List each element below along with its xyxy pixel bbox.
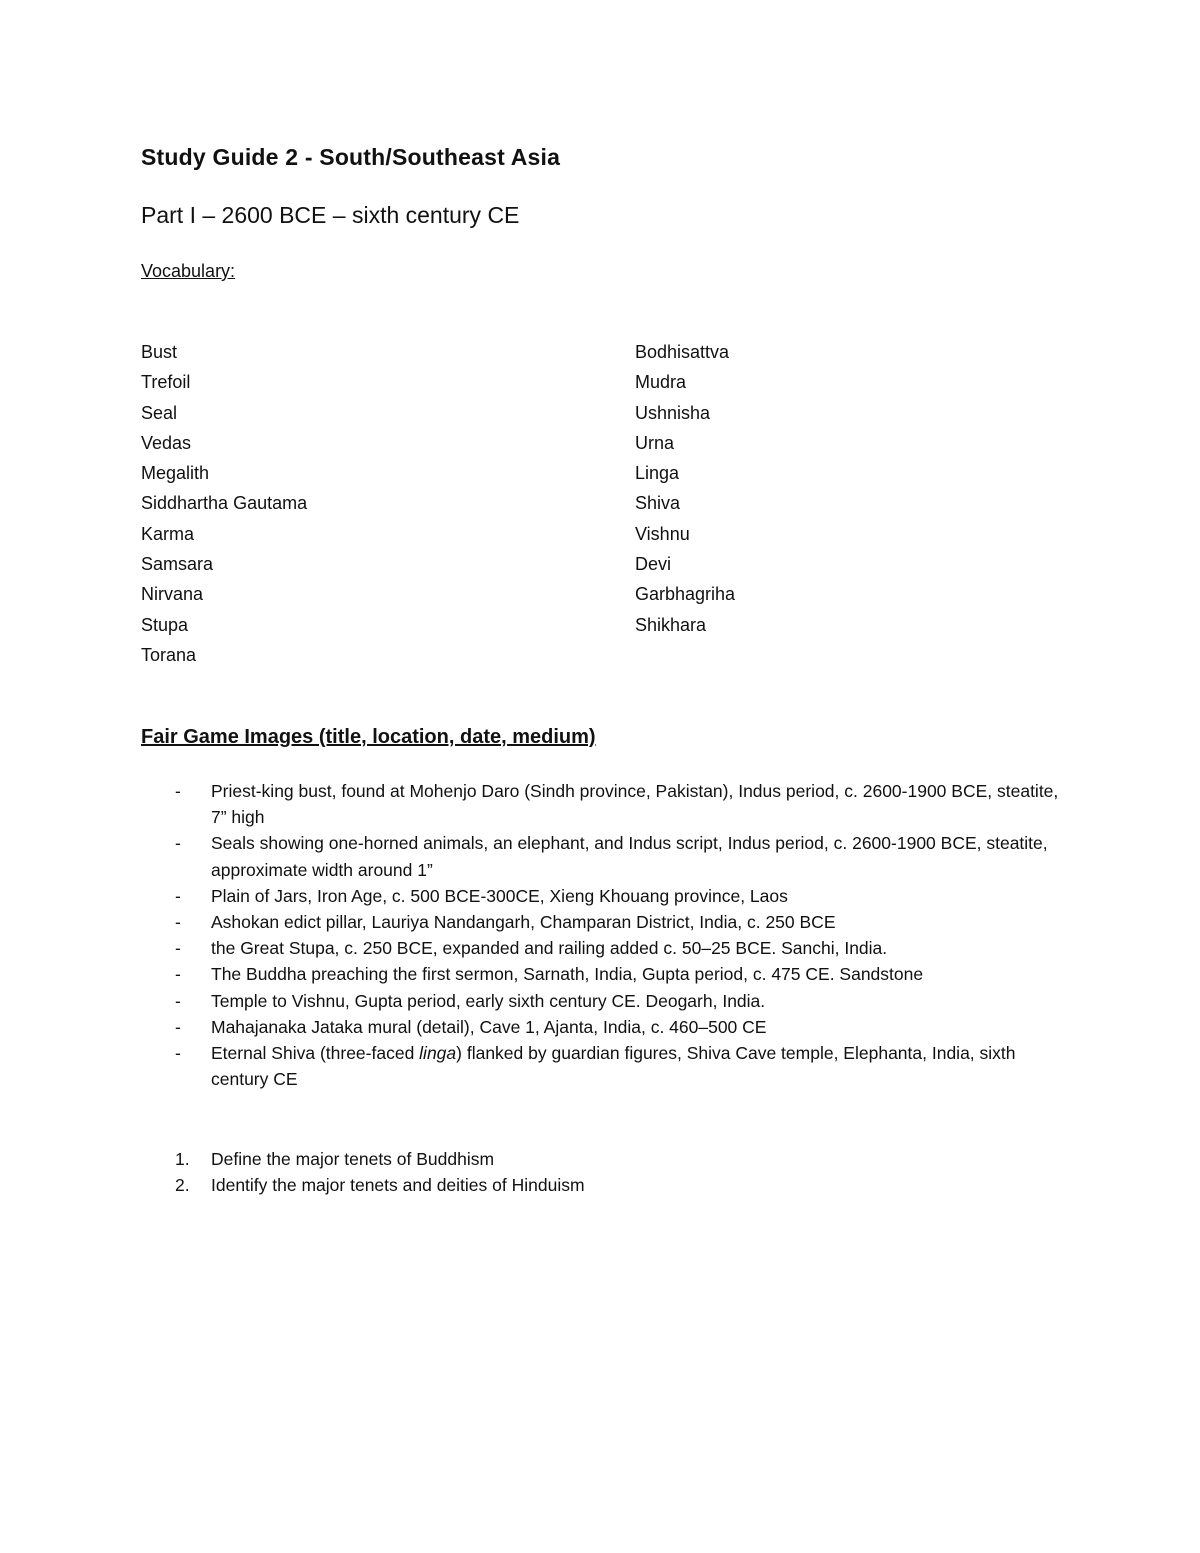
fair-game-images-heading: Fair Game Images (title, location, date, medium) [141, 726, 596, 748]
image-entry: Priest-king bust, found at Mohenjo Daro (Sindh province, Pakistan), Indus period, c. 2600-1900 BCE, steatite, 7” high [211, 781, 1059, 828]
list-item [141, 778, 1061, 830]
vocabulary-term: Torana [141, 644, 197, 665]
vocabulary-term: Shikhara [635, 614, 707, 635]
vocabulary-term: Nirvana [141, 584, 204, 605]
vocabulary-term: Mudra [635, 372, 687, 393]
list-item [141, 988, 1061, 1014]
image-entry-text-before: Eternal Shiva (three-faced [211, 1043, 420, 1064]
image-entry: the Great Stupa, c. 250 BCE, expanded and railing added c. 50–25 BCE. Sanchi, India. [211, 938, 888, 959]
image-entry-text-after: ) flanked by guardian figures, Shiva Cave temple, Elephanta, India, sixth century CE [211, 1043, 1016, 1090]
vocabulary-term: Seal [141, 402, 178, 423]
bullet-dash: - [175, 938, 181, 959]
image-entry: Mahajanaka Jataka mural (detail), Cave 1, Ajanta, India, c. 460–500 CE [211, 1016, 767, 1037]
bullet-dash: - [175, 912, 181, 933]
vocabulary-term: Devi [635, 554, 672, 575]
vocabulary-term: Garbhagriha [635, 584, 736, 605]
vocabulary-heading: Vocabulary: [141, 261, 236, 281]
vocabulary-term: Trefoil [141, 372, 191, 393]
bullet-dash: - [175, 885, 181, 906]
bullet-dash: - [175, 1016, 181, 1037]
vocabulary-term: Samsara [141, 554, 214, 575]
question-number: 1. [175, 1149, 190, 1169]
list-item [141, 1014, 1061, 1040]
vocabulary-term: Siddhartha Gautama [141, 493, 308, 514]
bullet-dash: - [175, 781, 181, 801]
vocabulary-term: Karma [141, 523, 195, 544]
bullet-dash: - [175, 964, 181, 985]
list-item [141, 961, 1061, 987]
list-item [141, 909, 1061, 935]
bullet-dash: - [175, 1043, 181, 1064]
vocabulary-term: Bodhisattva [635, 342, 730, 362]
list-item [141, 1040, 1061, 1092]
question-number: 2. [175, 1175, 190, 1195]
image-entry: Seals showing one-horned animals, an elephant, and Indus script, Indus period, c. 2600-1900 BCE, steatite, approximate width around 1” [211, 833, 1048, 880]
image-entry: The Buddha preaching the first sermon, Sarnath, India, Gupta period, c. 475 CE. Sandstone [211, 964, 924, 985]
list-item [141, 883, 1061, 909]
list-item [141, 830, 1061, 882]
vocabulary-term: Bust [141, 342, 178, 362]
question-text: Define the major tenets of Buddhism [211, 1149, 495, 1169]
bullet-dash: - [175, 990, 181, 1011]
vocabulary-term: Vedas [141, 432, 192, 453]
vocabulary-term: Shiva [635, 493, 681, 514]
page-title: Study Guide 2 - South/Southeast Asia [141, 144, 561, 170]
vocabulary-term: Vishnu [635, 523, 690, 544]
image-entry: Temple to Vishnu, Gupta period, early sixth century CE. Deogarh, India. [211, 990, 766, 1011]
bullet-dash: - [175, 833, 181, 854]
image-entry: Ashokan edict pillar, Lauriya Nandangarh, Champaran District, India, c. 250 BCE [211, 912, 836, 933]
part-heading: Part I – 2600 BCE – sixth century CE [141, 202, 520, 228]
list-item [141, 935, 1061, 961]
image-entry: Plain of Jars, Iron Age, c. 500 BCE-300CE, Xieng Khouang province, Laos [211, 885, 788, 906]
vocabulary-term: Linga [635, 463, 680, 484]
vocabulary-term: Stupa [141, 614, 189, 635]
vocabulary-list-left [141, 339, 307, 672]
list-item [141, 1146, 1061, 1172]
question-text: Identify the major tenets and deities of Hinduism [211, 1175, 585, 1195]
list-item [141, 1172, 1061, 1198]
fair-game-images-list [141, 778, 1061, 1092]
vocabulary-term: Megalith [141, 463, 210, 484]
vocabulary-term: Ushnisha [635, 402, 711, 423]
vocabulary-term: Urna [635, 432, 675, 453]
questions-list [141, 1146, 1061, 1198]
vocabulary-list-right [635, 339, 735, 642]
image-entry-last [211, 1043, 1016, 1089]
image-entry-italic-term: linga [419, 1043, 457, 1064]
